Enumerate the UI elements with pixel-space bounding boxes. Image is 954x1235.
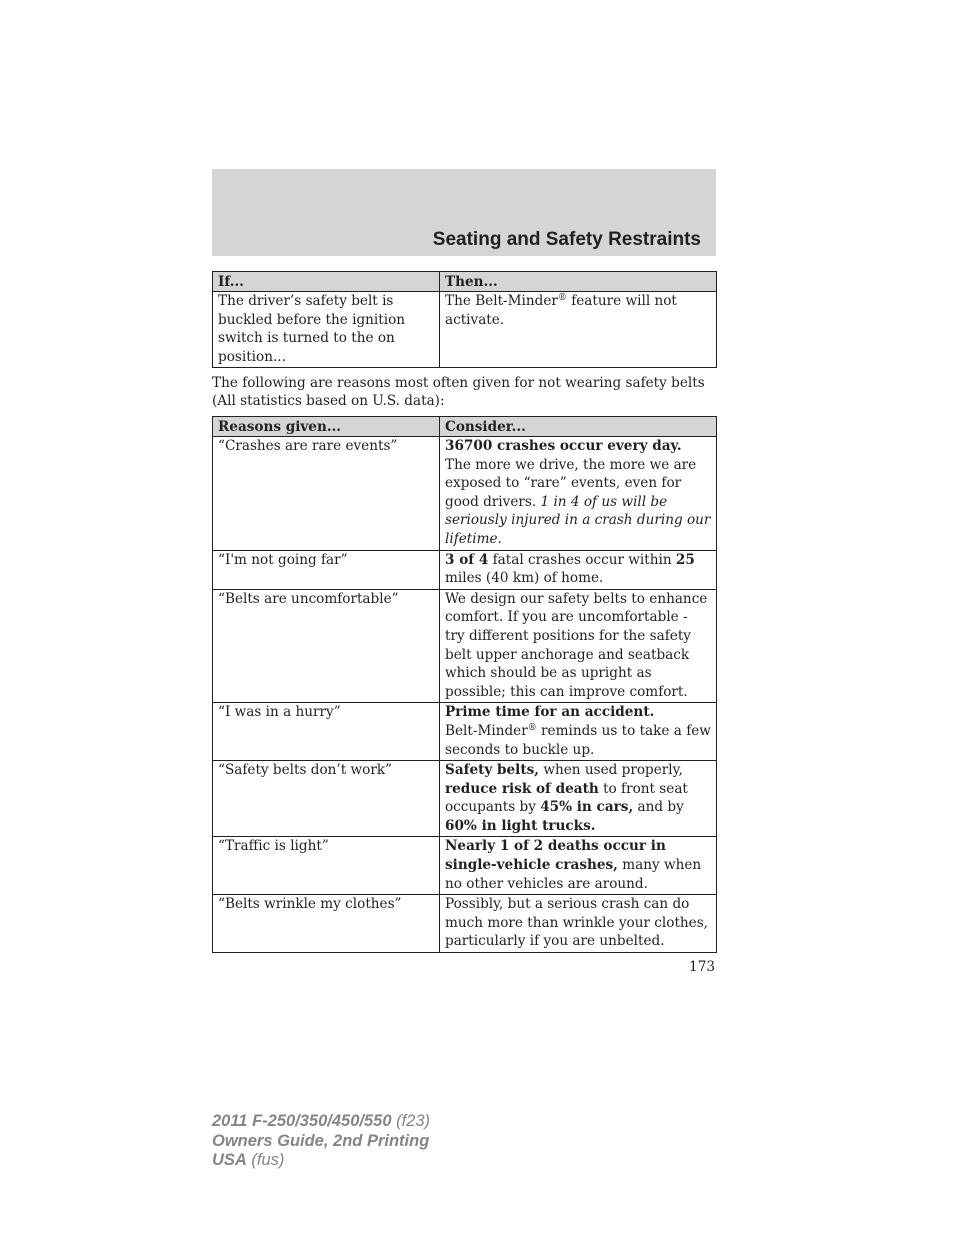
section-header-band — [212, 169, 716, 256]
intro-paragraph: The following are reasons most often given for not wearing safety belts (All statistics based on U.S. data): — [212, 375, 705, 409]
column-header-reasons: Reasons given... — [213, 417, 440, 437]
reason-cell: “I was in a hurry” — [213, 703, 440, 761]
reason-cell: “Belts wrinkle my clothes” — [213, 895, 440, 953]
section-title: Seating and Safety Restraints — [432, 229, 701, 250]
table-row — [213, 589, 717, 703]
page-number: 173 — [689, 959, 715, 975]
consider-cell: 3 of 4 fatal crashes occur within 25 miles (40 km) of home. — [440, 550, 717, 589]
reason-cell: “Belts are uncomfortable” — [213, 589, 440, 703]
column-header-then: Then... — [440, 272, 717, 292]
footer-guide-line: Owners Guide, 2nd Printing — [212, 1131, 430, 1150]
table-row — [213, 895, 717, 953]
reason-cell: “Crashes are rare events” — [213, 437, 440, 551]
column-header-if: If... — [213, 272, 440, 292]
column-header-consider: Consider... — [440, 417, 717, 437]
reason-cell: “I'm not going far” — [213, 550, 440, 589]
consider-cell: Nearly 1 of 2 deaths occur in single-vehicle crashes, many when no other vehicles are around. — [440, 837, 717, 895]
consider-cell: 36700 crashes occur every day. The more we drive, the more we are exposed to “rare” events, even for good drivers. 1 in 4 of us will be seriously injured in a crash during our lifetime. — [440, 437, 717, 551]
reason-cell: “Safety belts don’t work” — [213, 761, 440, 837]
table-header-row — [213, 417, 717, 437]
table-row — [213, 437, 717, 551]
registered-mark: ® — [557, 293, 567, 303]
consider-cell: Safety belts, when used properly, reduce risk of death to front seat occupants by 45% in cars, and by 60% in light trucks. — [440, 761, 717, 837]
table-header-row — [213, 272, 717, 292]
consider-cell: Possibly, but a serious crash can do much more than wrinkle your clothes, particularly if you are unbelted. — [440, 895, 717, 953]
result-cell: The Belt-Minder® feature will not activate. — [440, 292, 717, 368]
consider-cell: Prime time for an accident. Belt-Minder® reminds us to take a few seconds to buckle up. — [440, 703, 717, 761]
footer-region-line: USA (fus) — [212, 1151, 285, 1169]
table-row — [213, 550, 717, 589]
reason-cell: “Traffic is light” — [213, 837, 440, 895]
table-row — [213, 761, 717, 837]
registered-mark: ® — [527, 722, 537, 733]
document-footer — [212, 1112, 430, 1171]
table-row — [213, 837, 717, 895]
consider-cell: We design our safety belts to enhance comfort. If you are uncomfortable - try different positions for the safety belt upper anchorage and seatback which should be as upright as possible; this can improve comfort. — [440, 589, 717, 703]
footer-model-line: 2011 F-250/350/450/550 (f23) — [212, 1112, 431, 1130]
table-row — [213, 292, 717, 368]
belt-minder-table — [212, 271, 717, 368]
condition-cell: The driver’s safety belt is buckled before the ignition switch is turned to the on position... — [213, 292, 440, 368]
table-row — [213, 703, 717, 761]
reasons-table — [212, 416, 717, 953]
